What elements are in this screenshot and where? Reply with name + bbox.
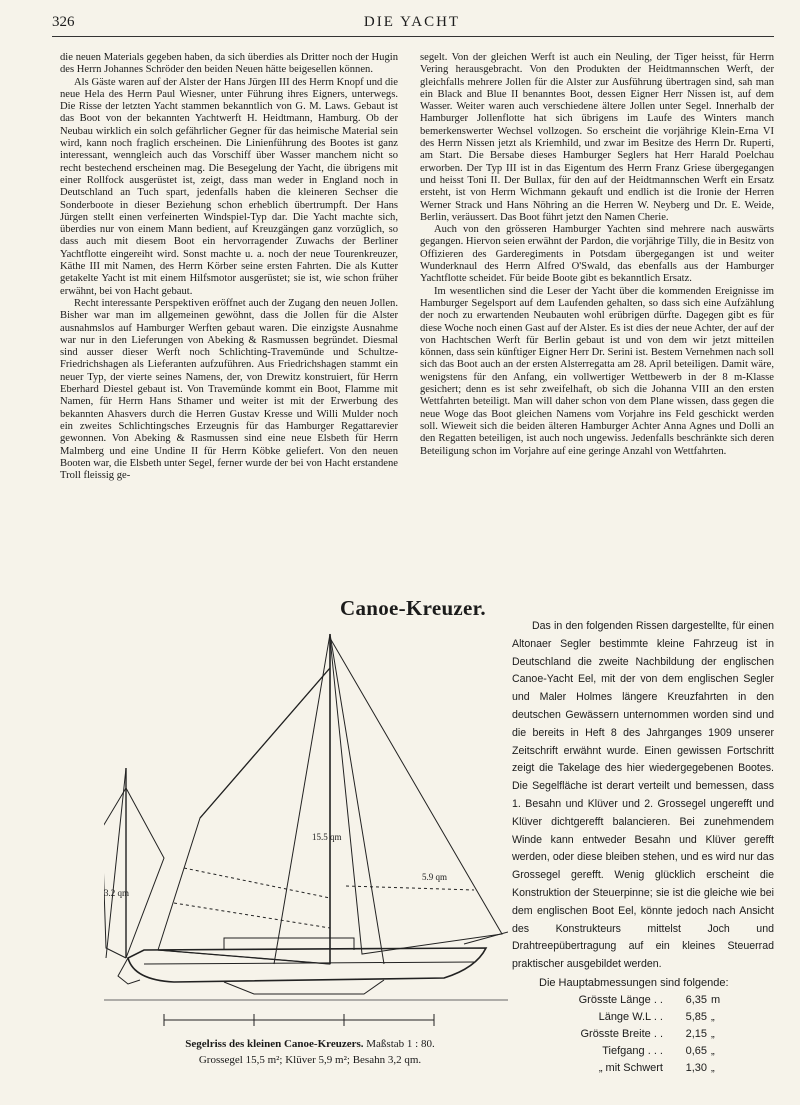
dimension-value: 1,30	[685, 1062, 707, 1074]
dimension-row	[525, 1026, 775, 1043]
right-column	[420, 52, 774, 592]
paragraph: die neuen Materials gegeben haben, da sich überdies als Dritter noch der Hugin des Herrn Johannes Schröder den beiden Neuen hätte beigesellen können.	[60, 52, 398, 76]
dimension-label: Grösste Breite . .	[580, 1028, 663, 1040]
header-rule	[52, 36, 774, 37]
dimension-unit: „	[711, 1045, 715, 1057]
journal-title: DIE YACHT	[363, 14, 461, 30]
figure-caption-sails: Grossegel 15,5 m²; Klüver 5,9 m²; Besahn 3,2 qm.	[198, 1054, 422, 1066]
sail-plan-drawing	[104, 628, 508, 1028]
figure-caption-scale: Maßstab 1 : 80.	[366, 1038, 435, 1050]
dimension-value: 6,35	[685, 994, 707, 1006]
section-title: Canoe-Kreuzer.	[340, 596, 486, 620]
dimension-unit: „	[711, 1028, 715, 1040]
dimension-label: Grösste Länge . .	[578, 994, 663, 1006]
page-header	[52, 14, 772, 36]
left-column	[60, 52, 398, 592]
dimension-unit: m	[711, 994, 721, 1006]
dimension-label: „ mit Schwert	[598, 1062, 663, 1074]
dimension-value: 5,85	[685, 1011, 707, 1023]
dimension-value: 2,15	[685, 1028, 707, 1040]
dimension-unit: „	[711, 1062, 715, 1074]
dimensions-intro: Die Hauptabmessungen sind folgende:	[539, 977, 729, 989]
dimensions-block	[525, 975, 775, 1077]
paragraph: Als Gäste waren auf der Alster der Hans Jürgen III des Herrn Knopf und die neue Hela des Herrn Paul Wiesner, unter Führung ihres Eigners, unterwegs. Die Risse der letzten Yacht stammen bekanntlich von G. M. Laws. Gebaut ist das Boot von der bekannten Yachtwerft H. Heidtmann, Hamburg. Ob der Neubau wirklich ein solch gefährlicher Gegner für das heimische Material sein wird, kann noch fraglich erscheinen. Die Linienführung des Bootes ist ganz interessant, wenngleich auch das Vorschiff über Wasser manchem nicht so recht bestechend erscheinen mag. Die Besegelung der Yacht, die übrigens mit einer Rollfock ausgerüstet ist, zeigt, dass man weder in England noch in Deutschland an Tuch spart, jedenfalls haben die kleineren Sechser die Sonderboote in dieser Beziehung schon erheblich übertrumpft. Der Hans Jürgen stellt einen verfeinerten Windspiel-Typ dar. Die Yacht machte sich, überdies nur von einem Mann bedient, auf Kreuzgängen ganz vorzüglich, so dass auch mit diesem Boot ein hervorragender Zuwachs der Berliner Yachtflotte eingereiht wird. Sonst machte u. a. noch der neue Tourenkreuzer, Käthe III mit Namen, des Herrn Körber seine ersten Fahrten. Die als Kutter getakelte Yacht ist mit einem Hilfsmotor ausgerüstet; sie ist, wie schon früher erwähnt, bei von Hacht gebaut.	[60, 76, 398, 297]
main-area-label: 15.5 qm	[312, 832, 342, 842]
paragraph: Im wesentlichen sind die Leser der Yacht über die kommenden Ereignisse im Hamburger Segelsport auf dem Laufenden gehalten, so dass sich eine Aufzählung der noch zu erwartenden Neubauten wohl erübrigen dürfte. Dagegen gibt es für diese Woche noch einen Gast auf der Alster. Es ist dies der neue Achter, der auf der von Hachtschen Werft für Berlin gebaut ist und von dem wir jetzt mitteilen können, dass sein künftiger Eigner Herr Dr. Serini ist. Bestem Vernehmen nach soll sich das Boot auch an der ersten Alsterregatta am 28. April beteiligen. Damit wäre, wenigstens für den Anfang, ein vollwertiger Wettbewerb in der 8 m-Klasse gesichert; denn es ist sehr zweifelhaft, ob sich die Johanna VIII an den ersten Wettfahrten beteiligt. Man will daher schon von dem Plane wissen, dass gegen die neue Woge das Boot gleichen Namens vom Vorjahre ins Feld geschickt werden soll. Wieweit sich die beiden älteren Hamburger Achter Anna Agnes und Dolli an den Regatten beteiligen, ist auch noch ungewiss. Jedenfalls beschränkte sich deren Beteiligung schon im Vorjahre auf eine geringe Anzahl von Wettfahrten.	[420, 285, 774, 457]
dimension-unit: „	[711, 1011, 715, 1023]
paragraph: Das in den folgenden Rissen dargestellte, für einen Altonaer Segler bestimmte kleine Fahrzeug ist in Deutschland die zweite Nachbildung der englischen Canoe-Yacht Eel, mit der von dem englischen Segler und Maler Holmes längere Kreuzfahrten in den deutschen Gewässern unternommen worden sind und die bereits in Heft 8 des Jahrganges 1909 unserer Zeitschrift erwähnt wurde. Einen gewissen Fortschritt zeigt die Takelage des hier wiedergegebenen Bootes. Die Segelfläche ist derart verteilt und bemessen, dass 1. Besahn und Klüver und 2. Grossegel ungerefft und Klüver dichtgerefft balancieren. Bei zunehmendem Winde kann entweder Besahn und Klüver gerefft werden, oder diese bleiben stehen, und es wird nur das Grossegel gerefft. Wenig glücklich erscheint die Konstruktion der Steuerpinne; sie ist die gleiche wie bei dem englischen Boot Eel, könnte jedoch nach Ansicht des Konstrukteurs mittelst Joch und Drahtreepübertragung auf ein kleines Steuerrad praktischer ausgebildet werden.	[512, 620, 774, 971]
page-number: 326	[52, 14, 75, 30]
canoe-article-text	[512, 618, 774, 976]
paragraph: segelt. Von der gleichen Werft ist auch ein Neuling, der Tiger heisst, für Herrn Vering herausgebracht. Von den Produkten der Heidtmannschen Werft, der gleichfalls mehrere Jollen für die Alster zur Ausführung übertragen sind, sah man ein Black and Blue II benanntes Boot, dessen Eigner Herr Nissen ist, auf dem Wasser. Weiter waren auch verschiedene ältere Jollen unter Segel. Innerhalb der Hamburger Jollenflotte hat sich übrigens im Laufe des Winters manch bemerkenswerter Wechsel vollzogen. So erscheint die vorjährige Klein-Erna VI des Herrn Nissen jetzt als Kriemhild, und zwar im Besitze des Herrn Dr. Ruperti, am Start. Die Bersabe dieses Hamburger Seglers hat Herr Harald Poelchau erworben. Der Typ III ist in das Eigentum des Herrn Franz Griese übergegangen und heisst Toni II. Der Bullax, für den auf der Heidtmannschen Werft ein Ersatz ersteht, ist von Herrn Wichmann gekauft und endlich ist die Ironie der Herren Werner Strack und Hans Nöhring an die Herren W. Neyberg und Dr. E. Weide, Berlin, veräussert. Das Boot führt jetzt den Namen Cherie.	[420, 52, 774, 223]
figure-caption	[110, 1038, 510, 1050]
dimension-value: 0,65	[685, 1045, 707, 1057]
figure-caption-title: Segelriss des kleinen Canoe-Kreuzers.	[185, 1038, 364, 1050]
dimension-row	[525, 1009, 775, 1026]
dimension-row	[525, 1043, 775, 1060]
dimension-label: Länge W.L . .	[598, 1011, 663, 1023]
jib-area-label: 5.9 qm	[422, 872, 448, 882]
paragraph: Auch von den grösseren Hamburger Yachten sind mehrere nach auswärts gegangen. Hiervon seien erwähnt der Pardon, die vorjährige Tilly, die in Besitz von Offizieren des Garderegiments in Potsdam übergegangen ist und weiter Wunderknaul des Herrn Alfred O'Swald, das ebenfalls aus der Hamburger Yachtflotte scheidet. Für beide Boote gibt es bekanntlich Ersatz.	[420, 224, 774, 285]
dimension-row	[525, 1060, 775, 1077]
mizzen-area-label: 3.2 qm	[104, 888, 130, 898]
dimension-row	[525, 992, 775, 1009]
paragraph: Recht interessante Perspektiven eröffnet auch der Zugang den neuen Jollen. Bisher war man im allgemeinen gewöhnt, dass die Jollen für die Alster ausnahmslos auf Hamburger Werften gebaut waren. Die einzigste Ausnahme war nur in den Lieferungen von Abeking & Rasmussen begründet. Diesmal sind ausser dieser Werft noch Schlichting-Travemünde und Schultze-Friedrichshagen als Lieferanten aufzuführen. Aus Friedrichshagen stammt ein neuer Typ, der vierte seines Namens, der, von Drewitz konstruiert, für Herrn Eberhard Diestel gebaut ist. Von Travemünde kommt ein Boot, Flamme mit Namen, für Herrn Hans Sthamer und weiter ist mit der Erwerbung des bekannten Ahasvers durch die Herren Gustav Kresse und Willi Mulder noch ein zweites Schlichtingsches Erzeugnis für das Hamburger Regattarevier gewonnen. Von Abeking & Rasmussen sind eine neue Elsbeth für Herrn Malmberg und eine Undine II für Herrn Köbke geliefert. Von den neuen Booten war, die Elsbeth unter Segel, ferner wurde der bei von Hacht erstandene Troll fleissig ge-	[60, 297, 398, 482]
dimension-label: Tiefgang . . .	[602, 1045, 663, 1057]
